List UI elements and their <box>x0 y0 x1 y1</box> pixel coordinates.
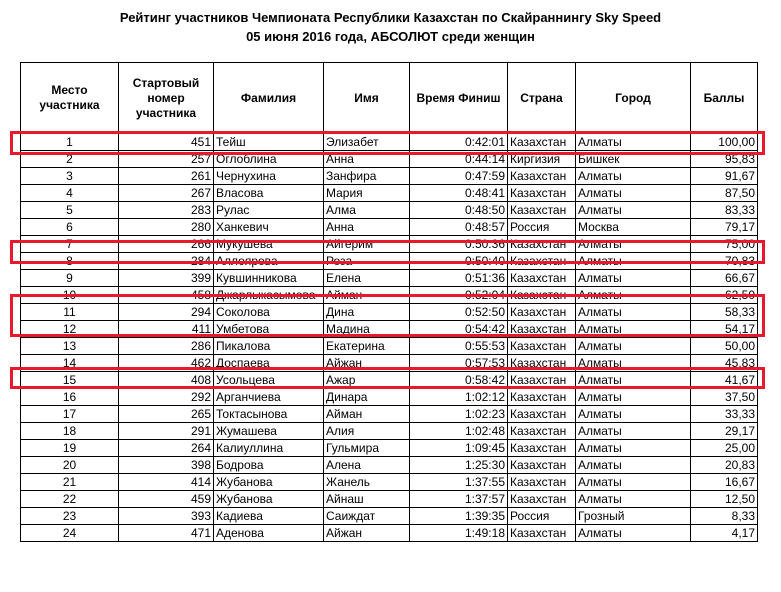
cell-surname: Жумашева <box>214 423 324 440</box>
cell-bib: 267 <box>119 185 214 202</box>
cell-bib: 261 <box>119 168 214 185</box>
cell-points: 54,17 <box>691 321 758 338</box>
cell-country: Киргизия <box>508 151 576 168</box>
cell-country: Казахстан <box>508 372 576 389</box>
cell-city: Грозный <box>576 508 691 525</box>
header-points: Баллы <box>691 63 758 134</box>
cell-time: 0:51:36 <box>410 270 508 287</box>
cell-city: Алматы <box>576 304 691 321</box>
cell-name: Саиждат <box>324 508 410 525</box>
cell-time: 1:37:55 <box>410 474 508 491</box>
cell-country: Казахстан <box>508 440 576 457</box>
cell-surname: Тейш <box>214 134 324 151</box>
cell-time: 1:02:12 <box>410 389 508 406</box>
cell-bib: 398 <box>119 457 214 474</box>
cell-surname: Мукушева <box>214 236 324 253</box>
cell-country: Казахстан <box>508 406 576 423</box>
cell-bib: 411 <box>119 321 214 338</box>
cell-city: Алматы <box>576 423 691 440</box>
table-row <box>21 355 758 372</box>
cell-place: 8 <box>21 253 119 270</box>
cell-country: Казахстан <box>508 185 576 202</box>
cell-surname: Кувшинникова <box>214 270 324 287</box>
cell-surname: Калиуллина <box>214 440 324 457</box>
cell-city: Алматы <box>576 525 691 542</box>
cell-bib: 286 <box>119 338 214 355</box>
cell-city: Бишкек <box>576 151 691 168</box>
cell-points: 41,67 <box>691 372 758 389</box>
cell-bib: 280 <box>119 219 214 236</box>
cell-bib: 284 <box>119 253 214 270</box>
table-row <box>21 406 758 423</box>
results-table <box>20 62 758 542</box>
cell-city: Алматы <box>576 185 691 202</box>
cell-city: Алматы <box>576 321 691 338</box>
cell-country: Казахстан <box>508 338 576 355</box>
cell-time: 0:52:04 <box>410 287 508 304</box>
cell-country: Казахстан <box>508 236 576 253</box>
cell-bib: 459 <box>119 491 214 508</box>
cell-points: 58,33 <box>691 304 758 321</box>
table-row <box>21 134 758 151</box>
cell-name: Айнаш <box>324 491 410 508</box>
cell-place: 19 <box>21 440 119 457</box>
cell-name: Элизабет <box>324 134 410 151</box>
header-place: Место участника <box>21 63 119 134</box>
cell-surname: Чернухина <box>214 168 324 185</box>
cell-city: Алматы <box>576 168 691 185</box>
cell-country: Казахстан <box>508 423 576 440</box>
cell-time: 1:39:35 <box>410 508 508 525</box>
cell-time: 0:50:40 <box>410 253 508 270</box>
cell-country: Казахстан <box>508 270 576 287</box>
cell-time: 0:50:36 <box>410 236 508 253</box>
cell-city: Алматы <box>576 236 691 253</box>
cell-bib: 257 <box>119 151 214 168</box>
cell-points: 37,50 <box>691 389 758 406</box>
cell-city: Алматы <box>576 440 691 457</box>
cell-place: 20 <box>21 457 119 474</box>
table-row <box>21 236 758 253</box>
cell-place: 14 <box>21 355 119 372</box>
cell-time: 0:55:53 <box>410 338 508 355</box>
cell-time: 0:48:41 <box>410 185 508 202</box>
table-row <box>21 270 758 287</box>
cell-surname: Бодрова <box>214 457 324 474</box>
cell-points: 70,83 <box>691 253 758 270</box>
cell-name: Жанель <box>324 474 410 491</box>
cell-name: Айман <box>324 406 410 423</box>
cell-name: Анна <box>324 219 410 236</box>
cell-points: 20,83 <box>691 457 758 474</box>
cell-country: Казахстан <box>508 355 576 372</box>
cell-place: 21 <box>21 474 119 491</box>
cell-place: 12 <box>21 321 119 338</box>
cell-country: Казахстан <box>508 253 576 270</box>
cell-place: 17 <box>21 406 119 423</box>
cell-time: 1:02:23 <box>410 406 508 423</box>
cell-city: Алматы <box>576 338 691 355</box>
cell-points: 79,17 <box>691 219 758 236</box>
table-row <box>21 423 758 440</box>
cell-place: 15 <box>21 372 119 389</box>
cell-country: Россия <box>508 219 576 236</box>
cell-city: Алматы <box>576 491 691 508</box>
table-row <box>21 304 758 321</box>
cell-place: 1 <box>21 134 119 151</box>
cell-points: 75,00 <box>691 236 758 253</box>
cell-city: Алматы <box>576 389 691 406</box>
cell-name: Мадина <box>324 321 410 338</box>
cell-bib: 414 <box>119 474 214 491</box>
cell-time: 1:49:18 <box>410 525 508 542</box>
cell-surname: Жубанова <box>214 491 324 508</box>
cell-city: Алматы <box>576 406 691 423</box>
table-row <box>21 508 758 525</box>
table-row <box>21 474 758 491</box>
cell-place: 13 <box>21 338 119 355</box>
cell-surname: Рулас <box>214 202 324 219</box>
cell-time: 0:47:59 <box>410 168 508 185</box>
cell-points: 8,33 <box>691 508 758 525</box>
cell-points: 29,17 <box>691 423 758 440</box>
cell-name: Екатерина <box>324 338 410 355</box>
cell-surname: Усольцева <box>214 372 324 389</box>
cell-points: 100,00 <box>691 134 758 151</box>
cell-name: Занфира <box>324 168 410 185</box>
cell-place: 6 <box>21 219 119 236</box>
header-city: Город <box>576 63 691 134</box>
cell-city: Алматы <box>576 355 691 372</box>
cell-time: 1:25:30 <box>410 457 508 474</box>
table-row <box>21 168 758 185</box>
cell-country: Россия <box>508 508 576 525</box>
cell-place: 18 <box>21 423 119 440</box>
cell-points: 95,83 <box>691 151 758 168</box>
cell-time: 0:58:42 <box>410 372 508 389</box>
cell-city: Алматы <box>576 474 691 491</box>
document-subtitle: 05 июня 2016 года, АБСОЛЮТ среди женщин <box>246 29 535 44</box>
cell-place: 5 <box>21 202 119 219</box>
cell-surname: Умбетова <box>214 321 324 338</box>
cell-time: 0:48:57 <box>410 219 508 236</box>
cell-points: 87,50 <box>691 185 758 202</box>
cell-city: Алматы <box>576 253 691 270</box>
cell-place: 7 <box>21 236 119 253</box>
table-row <box>21 202 758 219</box>
cell-points: 91,67 <box>691 168 758 185</box>
table-row <box>21 185 758 202</box>
table-row <box>21 389 758 406</box>
cell-surname: Соколова <box>214 304 324 321</box>
cell-country: Казахстан <box>508 491 576 508</box>
cell-points: 66,67 <box>691 270 758 287</box>
table-row <box>21 440 758 457</box>
table-row <box>21 321 758 338</box>
cell-bib: 458 <box>119 287 214 304</box>
cell-name: Айгерим <box>324 236 410 253</box>
cell-surname: Жубанова <box>214 474 324 491</box>
cell-place: 16 <box>21 389 119 406</box>
cell-bib: 451 <box>119 134 214 151</box>
cell-place: 9 <box>21 270 119 287</box>
cell-surname: Арганчиева <box>214 389 324 406</box>
cell-surname: Пикалова <box>214 338 324 355</box>
cell-time: 0:44:14 <box>410 151 508 168</box>
cell-place: 3 <box>21 168 119 185</box>
cell-surname: Джарлыкасымова <box>214 287 324 304</box>
cell-name: Роза <box>324 253 410 270</box>
cell-name: Алма <box>324 202 410 219</box>
cell-bib: 266 <box>119 236 214 253</box>
cell-surname: Оглоблина <box>214 151 324 168</box>
table-row <box>21 457 758 474</box>
cell-surname: Доспаева <box>214 355 324 372</box>
table-row <box>21 525 758 542</box>
cell-country: Казахстан <box>508 321 576 338</box>
cell-time: 0:57:53 <box>410 355 508 372</box>
cell-surname: Аллоярова <box>214 253 324 270</box>
cell-time: 0:42:01 <box>410 134 508 151</box>
cell-name: Дина <box>324 304 410 321</box>
cell-bib: 264 <box>119 440 214 457</box>
cell-city: Алматы <box>576 270 691 287</box>
cell-surname: Власова <box>214 185 324 202</box>
document-title: Рейтинг участников Чемпионата Республики Казахстан по Скайраннингу Sky Speed <box>119 10 662 25</box>
cell-city: Алматы <box>576 287 691 304</box>
cell-time: 1:09:45 <box>410 440 508 457</box>
cell-place: 11 <box>21 304 119 321</box>
cell-place: 10 <box>21 287 119 304</box>
cell-name: Айжан <box>324 355 410 372</box>
cell-name: Алена <box>324 457 410 474</box>
cell-place: 23 <box>21 508 119 525</box>
cell-surname: Аденова <box>214 525 324 542</box>
header-surname: Фамилия <box>214 63 324 134</box>
cell-name: Анна <box>324 151 410 168</box>
cell-surname: Кадиева <box>214 508 324 525</box>
cell-points: 45,83 <box>691 355 758 372</box>
cell-country: Казахстан <box>508 474 576 491</box>
cell-country: Казахстан <box>508 287 576 304</box>
cell-country: Казахстан <box>508 202 576 219</box>
cell-place: 24 <box>21 525 119 542</box>
cell-name: Айман <box>324 287 410 304</box>
cell-points: 33,33 <box>691 406 758 423</box>
cell-name: Ажар <box>324 372 410 389</box>
cell-bib: 393 <box>119 508 214 525</box>
header-name: Имя <box>324 63 410 134</box>
cell-name: Динара <box>324 389 410 406</box>
cell-city: Алматы <box>576 372 691 389</box>
cell-name: Гульмира <box>324 440 410 457</box>
cell-surname: Токтасынова <box>214 406 324 423</box>
cell-bib: 265 <box>119 406 214 423</box>
cell-time: 0:48:50 <box>410 202 508 219</box>
cell-place: 22 <box>21 491 119 508</box>
cell-points: 25,00 <box>691 440 758 457</box>
cell-country: Казахстан <box>508 389 576 406</box>
header-country: Страна <box>508 63 576 134</box>
cell-name: Мария <box>324 185 410 202</box>
cell-bib: 399 <box>119 270 214 287</box>
cell-points: 4,17 <box>691 525 758 542</box>
cell-time: 1:02:48 <box>410 423 508 440</box>
header-bib: Стартовый номер участника <box>119 63 214 134</box>
cell-bib: 462 <box>119 355 214 372</box>
cell-place: 2 <box>21 151 119 168</box>
cell-place: 4 <box>21 185 119 202</box>
cell-bib: 291 <box>119 423 214 440</box>
cell-points: 83,33 <box>691 202 758 219</box>
cell-time: 0:54:42 <box>410 321 508 338</box>
cell-city: Алматы <box>576 457 691 474</box>
cell-name: Алия <box>324 423 410 440</box>
table-row <box>21 287 758 304</box>
cell-surname: Ханкевич <box>214 219 324 236</box>
cell-country: Казахстан <box>508 168 576 185</box>
cell-bib: 292 <box>119 389 214 406</box>
table-row <box>21 491 758 508</box>
cell-points: 12,50 <box>691 491 758 508</box>
cell-country: Казахстан <box>508 304 576 321</box>
cell-name: Айжан <box>324 525 410 542</box>
cell-country: Казахстан <box>508 457 576 474</box>
header-row <box>21 63 758 134</box>
cell-points: 50,00 <box>691 338 758 355</box>
cell-time: 0:52:50 <box>410 304 508 321</box>
cell-points: 16,67 <box>691 474 758 491</box>
cell-points: 62,50 <box>691 287 758 304</box>
table-row <box>21 151 758 168</box>
cell-city: Москва <box>576 219 691 236</box>
cell-city: Алматы <box>576 202 691 219</box>
cell-country: Казахстан <box>508 525 576 542</box>
table-row <box>21 338 758 355</box>
cell-bib: 471 <box>119 525 214 542</box>
cell-bib: 408 <box>119 372 214 389</box>
cell-time: 1:37:57 <box>410 491 508 508</box>
cell-country: Казахстан <box>508 134 576 151</box>
cell-city: Алматы <box>576 134 691 151</box>
table-row <box>21 219 758 236</box>
table-row <box>21 372 758 389</box>
header-time: Время Финиш <box>410 63 508 134</box>
table-row <box>21 253 758 270</box>
cell-bib: 283 <box>119 202 214 219</box>
cell-bib: 294 <box>119 304 214 321</box>
cell-name: Елена <box>324 270 410 287</box>
